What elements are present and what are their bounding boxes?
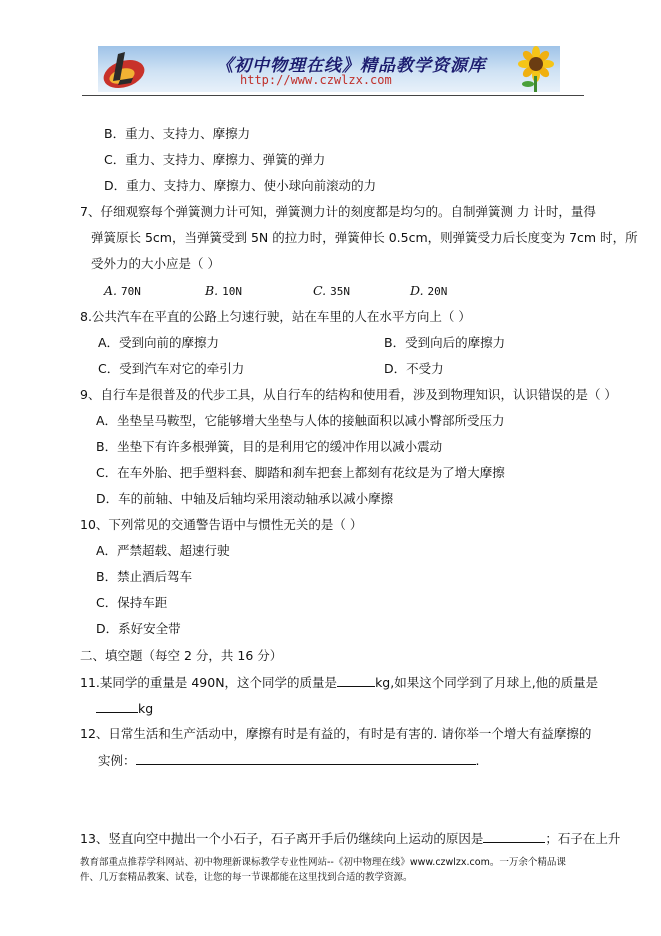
q7-option-d-letter: D.	[410, 283, 424, 298]
q11-blank-2[interactable]	[96, 700, 138, 713]
q10-option-d: D．系好安全带	[96, 621, 181, 636]
q12-label: 实例：	[98, 753, 136, 768]
q7-option-b-letter: B.	[205, 283, 219, 298]
q7-option-a	[104, 283, 141, 300]
banner-title: 《初中物理在线》精品教学资源库	[216, 56, 486, 76]
sunflower-icon	[514, 46, 558, 92]
q6-option-b: B．重力、支持力、摩擦力	[104, 126, 251, 141]
q6-option-d: D．重力、支持力、摩擦力、使小球向前滚动的力	[104, 178, 377, 193]
q9-option-c: C．在车外胎、把手塑料套、脚踏和刹车把套上都刻有花纹是为了增大摩擦	[96, 465, 505, 480]
header-banner	[98, 46, 560, 92]
q11-unit: kg	[138, 701, 154, 716]
section-heading-fill-blank: 二、填空题（每空 2 分，共 16 分）	[80, 648, 283, 663]
q11-text-part2: kg,如果这个同学到了月球上,他的质量是	[375, 675, 599, 690]
q10-option-b: B．禁止酒后驾车	[96, 569, 193, 584]
banner-url: http://www.czwlzx.com	[240, 73, 392, 87]
header-divider	[82, 95, 584, 96]
q13-text-part2: ；石子在上升	[545, 831, 621, 846]
q7-option-d-value: 20N	[427, 285, 448, 298]
site-logo-icon	[100, 48, 148, 90]
q13-text-part1: 13、竖直向空中抛出一个小石子，石子离开手后仍继续向上运动的原因是	[80, 831, 484, 846]
q12-line2	[98, 752, 480, 769]
q13-blank-1[interactable]	[483, 830, 545, 843]
q12-period: .	[475, 753, 480, 768]
q11-text-part1: 11.某同学的重量是 490N，这个同学的质量是	[80, 675, 338, 690]
q13-line1	[80, 830, 620, 847]
q12-line1: 12、日常生活和生产活动中，摩擦有时是有益的，有时是有害的. 请你举一个增大有益摩擦的	[80, 726, 592, 741]
q11-blank-1[interactable]	[337, 674, 375, 687]
q11-line1	[80, 674, 598, 691]
q6-option-c: C．重力、支持力、摩擦力、弹簧的弹力	[104, 152, 326, 167]
q7-option-c-value: 35N	[330, 285, 350, 298]
q9-option-d: D．车的前轴、中轴及后轴均采用滚动轴承以减小摩擦	[96, 491, 394, 506]
q9-option-b: B．坐垫下有许多根弹簧，目的是利用它的缓冲作用以减小震动	[96, 439, 443, 454]
q10-option-c: C．保持车距	[96, 595, 168, 610]
q8-option-b: B．受到向后的摩擦力	[384, 335, 506, 350]
q7-option-c	[313, 283, 350, 300]
q7-option-a-value: 70N	[121, 285, 141, 298]
q7-option-c-letter: C.	[313, 283, 327, 298]
q7-option-d	[410, 283, 447, 300]
q11-line2	[96, 700, 153, 717]
q8-stem: 8.公共汽车在平直的公路上匀速行驶，站在车里的人在水平方向上（ ）	[80, 309, 471, 324]
q10-option-a: A．严禁超载、超速行驶	[96, 543, 230, 558]
q9-stem: 9、自行车是很普及的代步工具，从自行车的结构和使用看，涉及到物理知识，认识错误的是（ ）	[80, 387, 617, 402]
q7-stem-line2: 弹簧原长 5cm，当弹簧受到 5N 的拉力时，弹簧伸长 0.5cm，则弹簧受力后长度变为 7cm 时，所	[91, 230, 638, 245]
q8-option-c: C．受到汽车对它的牵引力	[98, 361, 245, 376]
footer-line2: 件、几万套精品教案、试卷，让您的每一节课都能在这里找到合适的教学资源。	[80, 872, 413, 883]
q12-blank[interactable]	[136, 752, 476, 765]
q8-option-a: A．受到向前的摩擦力	[98, 335, 220, 350]
footer-line1: 教育部重点推荐学科网站、初中物理新课标教学专业性网站--《初中物理在线》www.czwlzx.com。一万余个精品课	[80, 857, 566, 868]
q8-option-d: D．不受力	[384, 361, 444, 376]
q7-option-b-value: 10N	[222, 285, 243, 298]
q10-stem: 10、下列常见的交通警告语中与惯性无关的是（ ）	[80, 517, 363, 532]
q7-stem-line1: 7、仔细观察每个弹簧测力计可知，弹簧测力计的刻度都是均匀的。自制弹簧测 力 计时，量得	[80, 204, 596, 219]
q7-option-a-letter: A.	[104, 283, 118, 298]
q7-option-b	[205, 283, 242, 300]
q7-stem-line3: 受外力的大小应是（ ）	[91, 256, 220, 271]
q9-option-a: A．坐垫呈马鞍型，它能够增大坐垫与人体的接触面积以减小臀部所受压力	[96, 413, 505, 428]
